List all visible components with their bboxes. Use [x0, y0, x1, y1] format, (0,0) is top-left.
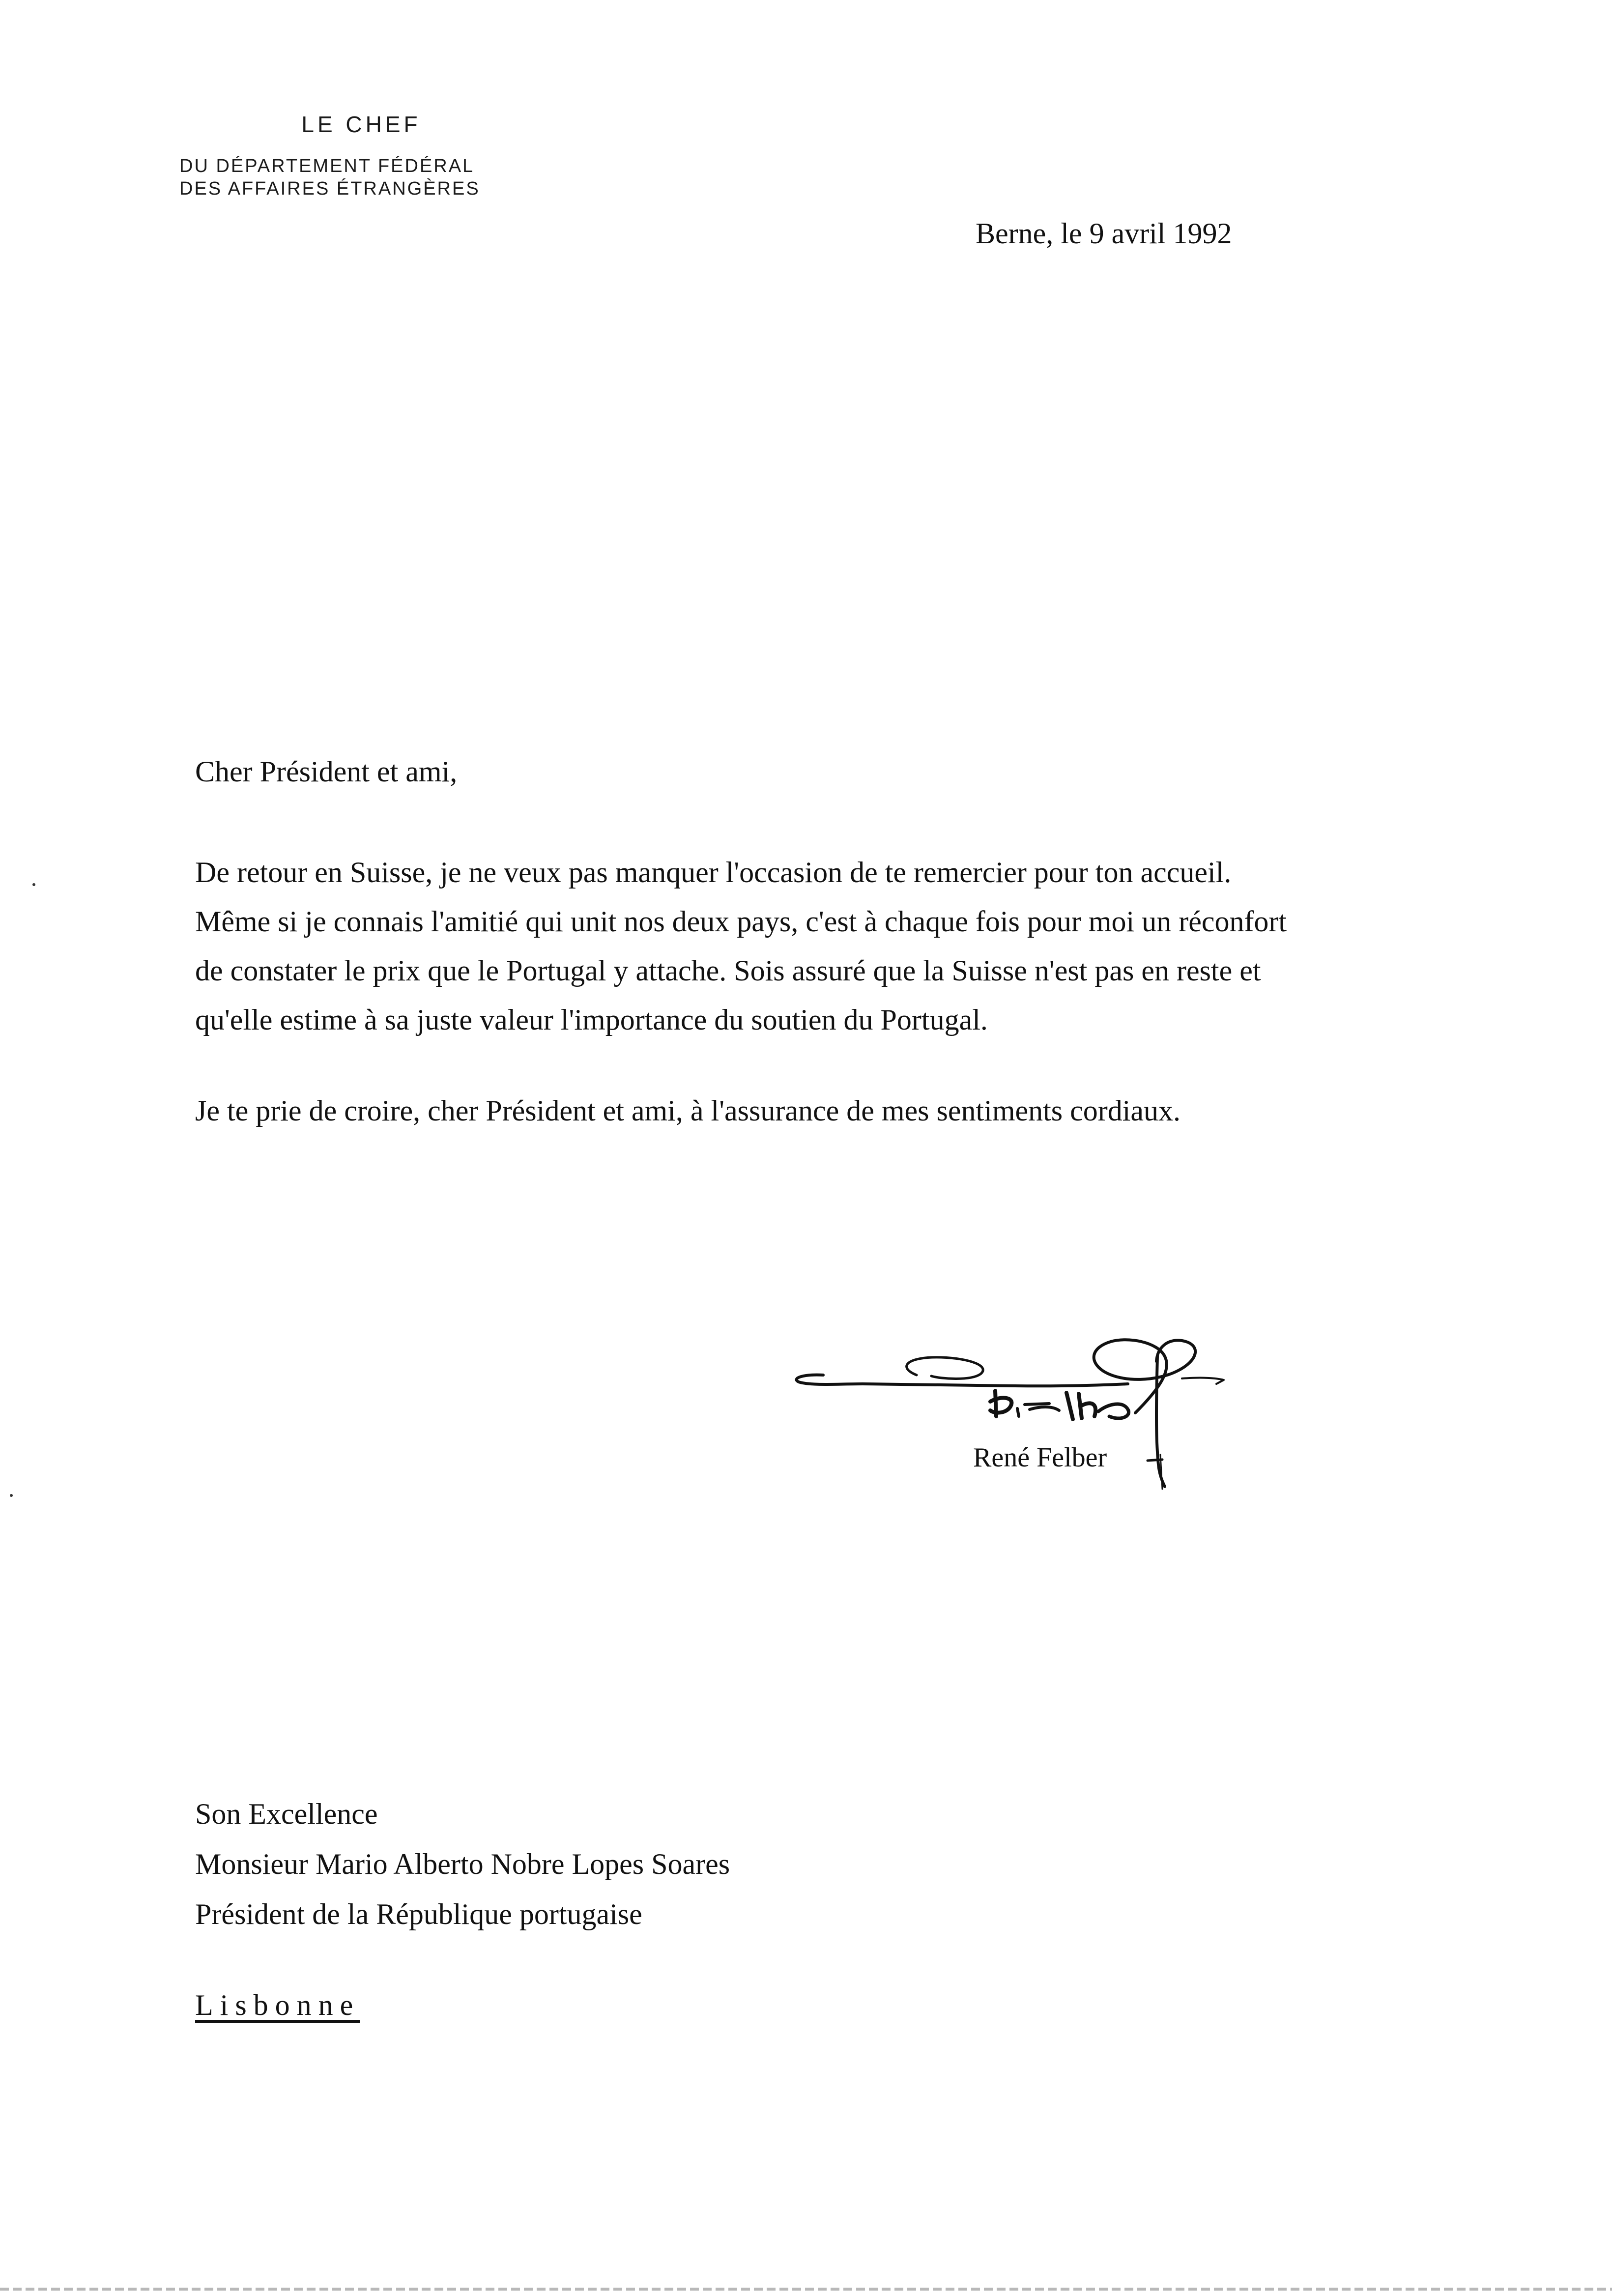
letter-date: Berne, le 9 avril 1992 — [976, 217, 1232, 250]
letterhead — [179, 111, 553, 200]
scan-speck — [10, 1494, 13, 1497]
body-line: De retour en Suisse, je ne veux pas manquer l'occasion de te remercier pour ton accueil. — [195, 856, 1232, 889]
recipient-title: Président de la République portugaise — [195, 1898, 642, 1930]
body-line: qu'elle estime à sa juste valeur l'importance du soutien du Portugal. — [195, 1004, 988, 1036]
recipient-name: Monsieur Mario Alberto Nobre Lopes Soares — [195, 1848, 730, 1880]
body-paragraph — [195, 848, 1424, 1044]
letterhead-department: DU DÉPARTEMENT FÉDÉRAL — [179, 156, 475, 176]
body-line: Même si je connais l'amitié qui unit nos deux pays, c'est à chaque fois pour moi un réconfort — [195, 905, 1287, 938]
handwritten-signature — [784, 1288, 1295, 1514]
destination-city: Lisbonne — [195, 1989, 360, 2021]
letterhead-title: LE CHEF — [301, 112, 421, 137]
closing-formula: Je te prie de croire, cher Président et ami, à l'assurance de mes sentiments cordiaux. — [195, 1094, 1181, 1127]
letterhead-affairs: DES AFFAIRES ÉTRANGÈRES — [179, 178, 480, 199]
signer-name: René Felber — [973, 1442, 1107, 1473]
scan-speck — [32, 883, 35, 886]
salutation: Cher Président et ami, — [195, 755, 458, 788]
scan-bottom-edge — [0, 2288, 1612, 2291]
body-line: de constater le prix que le Portugal y attache. Sois assuré que la Suisse n'est pas en reste et — [195, 954, 1261, 987]
recipient-honorific: Son Excellence — [195, 1798, 378, 1830]
recipient-address — [195, 1789, 730, 1939]
letter-body — [195, 848, 1424, 1044]
